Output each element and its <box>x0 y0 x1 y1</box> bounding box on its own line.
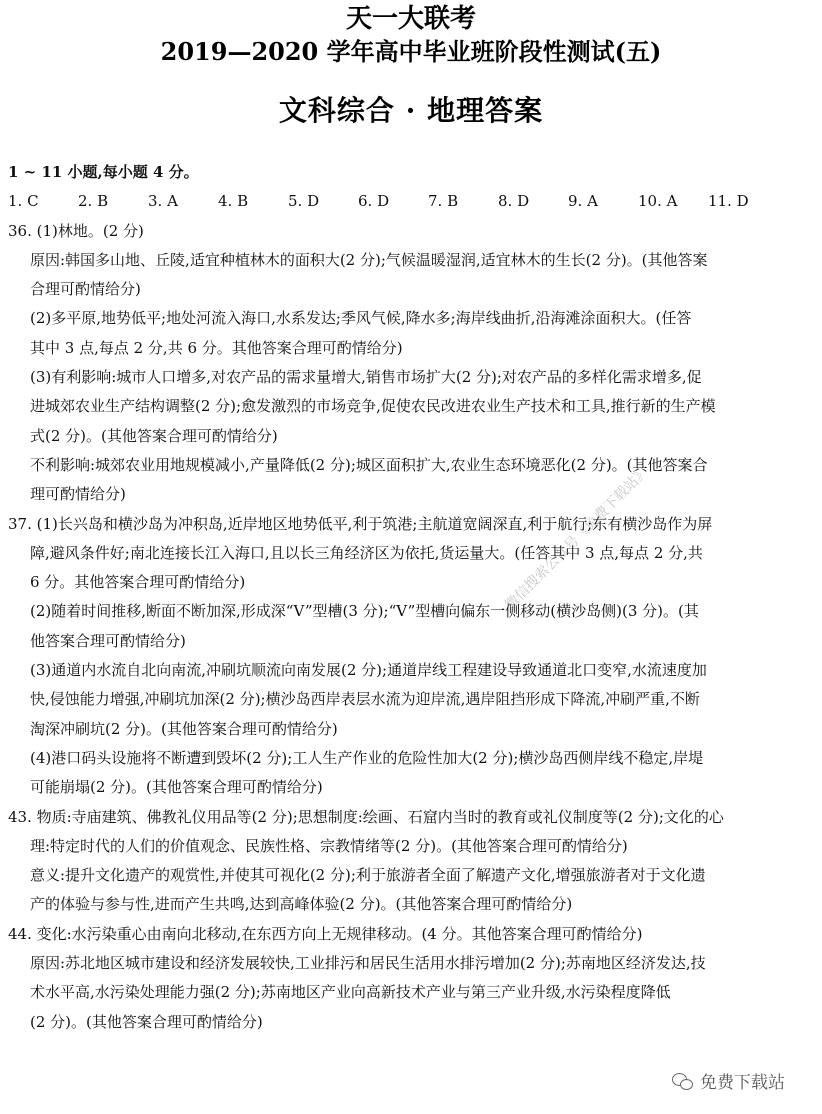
choice-answer: 4. B <box>218 192 249 211</box>
subject-title: 文科综合 · 地理答案 <box>278 94 544 127</box>
answer-line: (3)有利影响:城市人口增多,对农产品的需求量增大,销售市场扩大(2 分);对农产品的多样化需求增多,促 <box>30 368 702 387</box>
answer-line: 术水平高,水污染处理能力强(2 分);苏南地区产业向高新技术产业与第三产业升级,水污染程度降低 <box>30 983 671 1002</box>
choice-answer: 1. C <box>8 192 39 211</box>
choice-answer: 5. D <box>288 192 320 211</box>
wechat-icon <box>672 1072 694 1090</box>
choice-answer: 8. D <box>498 192 530 211</box>
answer-line: (2 分)。(其他答案合理可酌情给分) <box>30 1012 263 1031</box>
answer-line: 43. 物质:寺庙建筑、佛教礼仪用品等(2 分);思想制度:绘画、石窟内当时的教育或礼仪制度等(2 分);文化的心 <box>8 807 724 826</box>
choice-answer: 9. A <box>568 192 598 211</box>
answer-line: 他答案合理可酌情给分) <box>30 631 186 650</box>
answer-line: 37. (1)长兴岛和横沙岛为冲积岛,近岸地区地势低平,利于筑港;主航道宽阔深直,利于航行;东有横沙岛作为屏 <box>8 514 713 533</box>
answer-line: 快,侵蚀能力增强,冲刷坑加深(2 分);横沙岛西岸表层水流为迎岸流,遇岸阻挡形成下降流,冲刷严重,不断 <box>30 690 700 709</box>
brand-footer <box>672 1068 785 1093</box>
brand-label: 免费下载站 <box>700 1073 785 1093</box>
answer-line: 合理可酌情给分) <box>30 280 141 299</box>
watermark-text: 微信搜索公众号《免费下载站》 <box>502 463 653 614</box>
choice-answer: 3. A <box>148 192 178 211</box>
choice-answer: 10. A <box>638 192 678 211</box>
answer-line: (4)港口码头设施将不断遭到毁坏(2 分);工人生产作业的危险性加大(2 分);横沙岛西侧岸线不稳定,岸堤 <box>30 748 704 767</box>
answer-line: 原因:韩国多山地、丘陵,适宜种植林木的面积大(2 分);气候温暖湿润,适宜林木的生长(2 分)。(其他答案 <box>30 250 708 269</box>
answer-line: (2)随着时间推移,断面不断加深,形成深“V”型槽(3 分);“V”型槽向偏东一侧移动(横沙岛侧)(3 分)。(其 <box>30 602 699 621</box>
answer-line: 障,避风条件好;南北连接长江入海口,且以长三角经济区为依托,货运量大。(任答其中 3 点,每点 2 分,共 <box>30 543 703 562</box>
answer-line: 6 分。其他答案合理可酌情给分) <box>30 573 246 592</box>
answer-line: 不利影响:城郊农业用地规模减小,产量降低(2 分);城区面积扩大,农业生态环境恶化(2 分)。(其他答案合 <box>30 455 708 474</box>
choice-answer: 6. D <box>358 192 390 211</box>
choice-answer: 2. B <box>78 192 109 211</box>
choice-answers-row <box>8 187 814 216</box>
choice-section-intro: 1 ~ 11 小题,每小题 4 分。 <box>8 163 199 181</box>
answer-line: 原因:苏北地区城市建设和经济发展较快,工业排污和居民生活用水排污增加(2 分);苏南地区经济发达,技 <box>30 954 706 973</box>
answer-line: 理可酌情给分) <box>30 485 126 504</box>
answer-line: (2)多平原,地势低平;地处河流入海口,水系发达;季风气候,降水多;海岸线曲折,沿海滩涂面积大。(任答 <box>30 309 692 328</box>
answer-paragraphs <box>8 217 814 1037</box>
answer-line: (3)通道内水流自北向南流,冲刷坑顺流向南发展(2 分);通道岸线工程建设导致通道北口变窄,水流速度加 <box>30 661 707 680</box>
answer-line: 式(2 分)。(其他答案合理可酌情给分) <box>30 426 278 445</box>
answer-line: 淘深冲刷坑(2 分)。(其他答案合理可酌情给分) <box>30 719 338 738</box>
exam-title: 2019—2020 学年高中毕业班阶段性测试(五) <box>160 37 662 66</box>
answer-line: 44. 变化:水污染重心由南向北移动,在东西方向上无规律移动。(4 分。其他答案合理可酌情给分) <box>8 924 643 943</box>
answer-line: 其中 3 点,每点 2 分,共 6 分。其他答案合理可酌情给分) <box>30 338 403 357</box>
exam-organizer-title: 天一大联考 <box>345 4 476 34</box>
answer-line: 产的体验与参与性,进而产生共鸣,达到高峰体验(2 分)。(其他答案合理可酌情给分) <box>30 895 573 914</box>
choice-answer: 11. D <box>708 192 749 211</box>
answer-line: 可能崩塌(2 分)。(其他答案合理可酌情给分) <box>30 778 323 797</box>
answer-line: 理:特定时代的人们的价值观念、民族性格、宗教情绪等(2 分)。(其他答案合理可酌情给分) <box>30 836 628 855</box>
answer-line: 进城郊农业生产结构调整(2 分);愈发激烈的市场竞争,促使农民改进农业生产技术和工具,推行新的生产模 <box>30 397 716 416</box>
answer-body <box>8 158 814 1037</box>
answer-line: 意义:提升文化遗产的观赏性,并使其可视化(2 分);利于旅游者全面了解遗产文化,增强旅游者对于文化遗 <box>30 866 706 885</box>
answer-line: 36. (1)林地。(2 分) <box>8 221 144 240</box>
choice-answer: 7. B <box>428 192 459 211</box>
